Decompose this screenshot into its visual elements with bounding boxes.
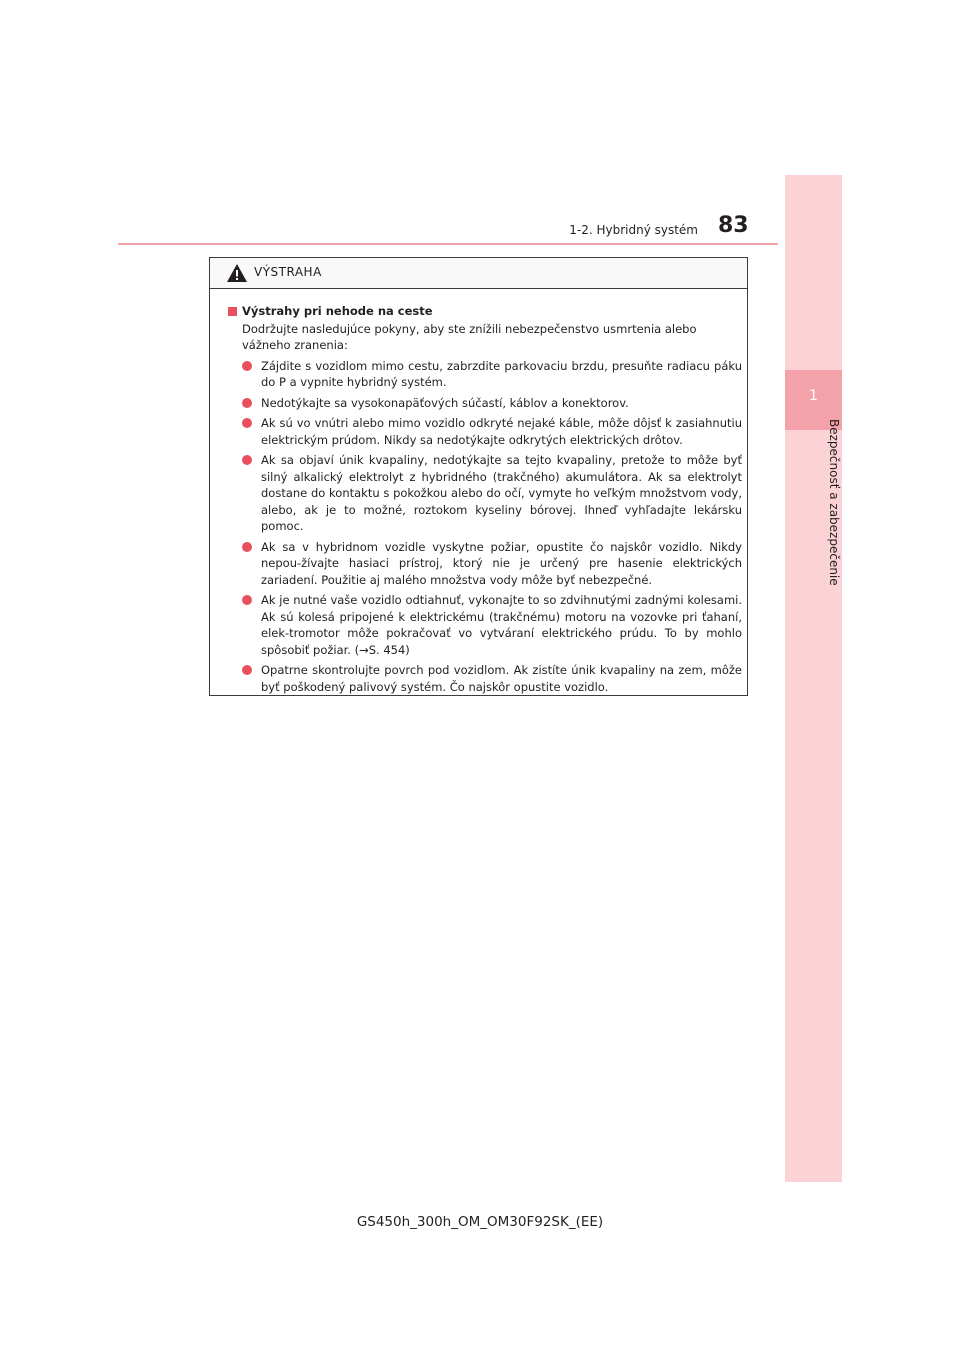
- section-title: 1-2. Hybridný systém: [569, 223, 698, 237]
- bullet-icon: [242, 595, 252, 605]
- bullet-icon: [242, 418, 252, 428]
- list-item: [228, 452, 742, 535]
- warning-heading-text: Výstrahy pri nehode na ceste: [242, 304, 433, 318]
- page-number: 83: [718, 213, 749, 238]
- warning-box: [209, 257, 748, 696]
- list-item-text: Opatrne skontrolujte povrch pod vozidlom. Ak zistíte únik kvapaliny na zem, môže byť poškodený palivový systém. Čo najskôr opustite vozidlo.: [261, 663, 742, 694]
- bullet-icon: [242, 361, 252, 371]
- bullet-icon: [242, 542, 252, 552]
- list-item: [228, 395, 742, 412]
- bullet-icon: [242, 455, 252, 465]
- list-item-text: Ak sú vo vnútri alebo mimo vozidlo odkryté nejaké káble, môže dôjsť k zasiahnutiu elektrickým prúdom. Nikdy sa nedotýkajte odkrytých elektrických drôtov.: [261, 416, 742, 447]
- list-item-text: Ak sa objaví únik kvapaliny, nedotýkajte sa tejto kvapaliny, pretože to môže byť silný alkalický elektrolyt z hybridného (trakčného) akumulátora. Ak sa elektrolyt dostane do kontaktu s pokožkou alebo do očí, vymyte ho veľkým množstvom vody, alebo, ak je to možné, roztokom kyseliny bórovej. Ihneď vyhľadajte lekársku pomoc.: [261, 453, 742, 533]
- list-item: [228, 662, 742, 695]
- list-item-text: Ak je nutné vaše vozidlo odtiahnuť, vykonajte to so zdvihnutými zadnými kolesami. Ak sú kolesá pripojené k elektrickému (trakčnému) motoru na vozovke pri ťahaní, elek-tromotor môže pokračovať vo vytváraní elektrického prúdu. To by mohlo spôsobiť požiar. (→S. 454): [261, 593, 742, 657]
- warning-title: VÝSTRAHA: [254, 265, 322, 279]
- warning-intro: Dodržujte nasledujúce pokyny, aby ste znížili nebezpečenstvo usmrtenia alebo vážneho zranenia:: [242, 321, 697, 352]
- square-bullet-icon: [228, 307, 237, 316]
- document-code: GS450h_300h_OM_OM30F92SK_(EE): [356, 1214, 604, 1230]
- warning-header: [210, 258, 747, 289]
- list-item: [228, 592, 742, 658]
- warning-heading: [228, 303, 742, 320]
- list-item: [228, 539, 742, 589]
- warning-body: [210, 289, 747, 695]
- list-item-text: Nedotýkajte sa vysokonapäťových súčastí, káblov a konektorov.: [261, 395, 629, 410]
- list-item: [228, 358, 742, 391]
- bullet-icon: [242, 665, 252, 675]
- bullet-icon: [242, 398, 252, 408]
- warning-triangle-icon: [226, 263, 248, 283]
- list-item-text: Zájdite s vozidlom mimo cestu, zabrzdite parkovaciu brzdu, presuňte radiacu páku do P a vypnite hybridný systém.: [261, 358, 742, 389]
- list-item-text: Ak sa v hybridnom vozidle vyskytne požiar, opustite čo najskôr vozidlo. Nikdy nepou-žívajte hasiaci prístroj, ktorý nie je určený pre hasenie elektrických zariadení. Použitie aj malého množstva vody môže byť nebezpečné.: [261, 539, 742, 587]
- side-strip: [785, 175, 842, 1182]
- chapter-number: 1: [809, 388, 818, 404]
- header-divider: [118, 243, 778, 245]
- chapter-title: Bezpečnosť a zabezpečenie: [827, 419, 841, 586]
- list-item: [228, 415, 742, 448]
